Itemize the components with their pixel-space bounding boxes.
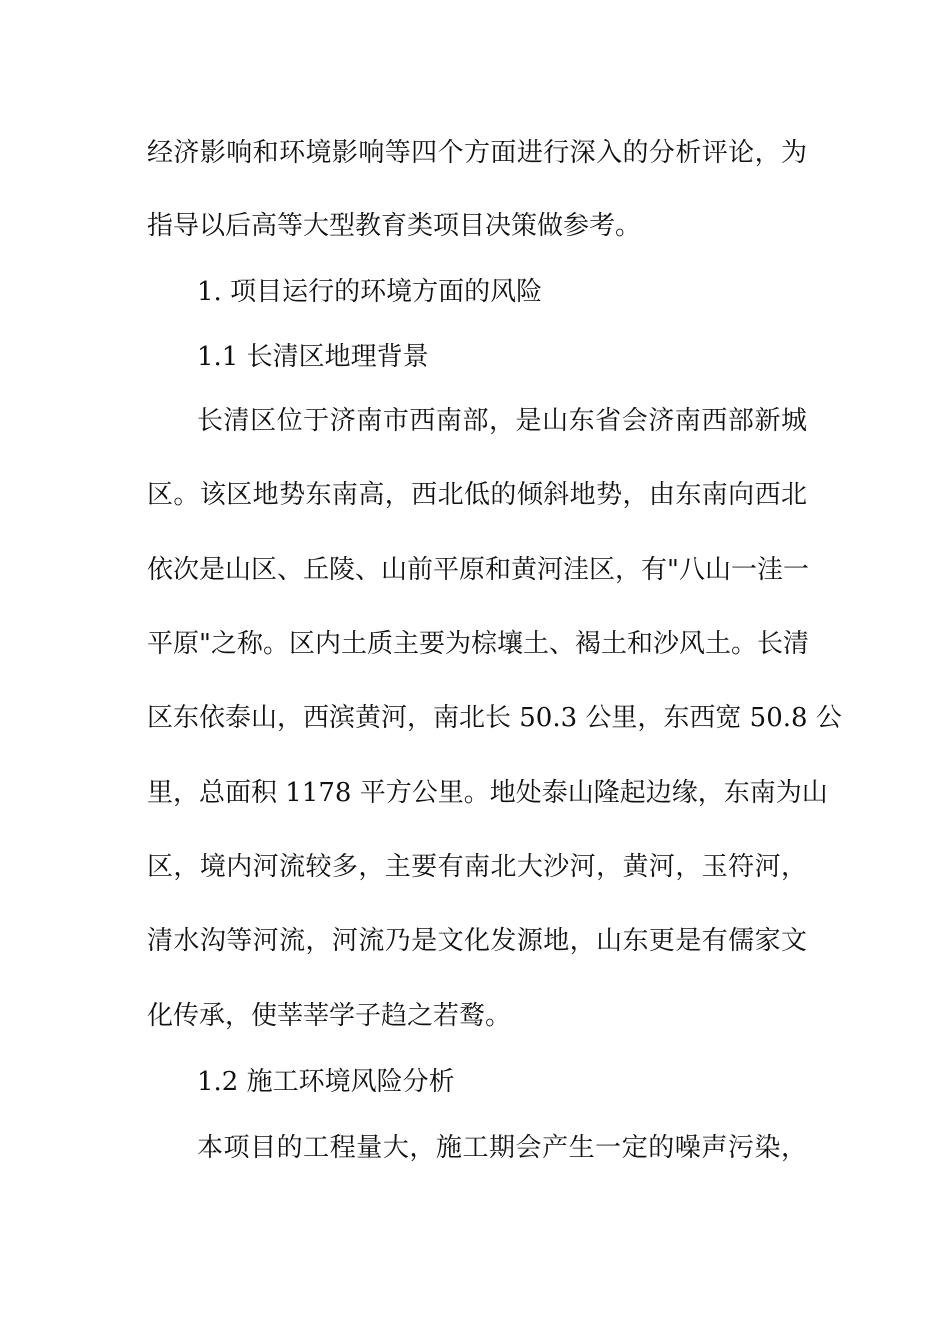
body-text-line: 区东依泰山，西滨黄河，南北长 50.3 公里，东西宽 50.8 公 — [147, 703, 842, 733]
subsection-heading: 1.1 长清区地理背景 — [197, 342, 429, 372]
body-text-line: 里，总面积 1178 平方公里。地处泰山隆起边缘，东南为山 — [147, 778, 828, 808]
body-text-line: 平原"之称。区内土质主要为棕壤土、褐土和沙风土。长清 — [147, 629, 809, 659]
body-text-line: 指导以后高等大型教育类项目决策做参考。 — [147, 211, 642, 241]
paragraph-first-line: 本项目的工程量大，施工期会产生一定的噪声污染， — [197, 1133, 807, 1163]
body-text-line: 区。该区地势东南高，西北低的倾斜地势，由东南向西北 — [147, 480, 807, 510]
body-text-line: 经济影响和环境影响等四个方面进行深入的分析评论，为 — [147, 138, 807, 168]
body-text-line: 清水沟等河流，河流乃是文化发源地，山东更是有儒家文 — [147, 926, 807, 956]
paragraph-first-line: 长清区位于济南市西南部，是山东省会济南西部新城 — [197, 406, 807, 436]
body-text-line: 化传承，使莘莘学子趋之若鹜。 — [147, 1001, 512, 1031]
subsection-heading: 1.2 施工环境风险分析 — [197, 1067, 455, 1097]
section-heading: 1. 项目运行的环境方面的风险 — [197, 277, 543, 307]
body-text-line: 依次是山区、丘陵、山前平原和黄河洼区，有"八山一洼一 — [147, 555, 809, 585]
body-text-line: 区，境内河流较多，主要有南北大沙河，黄河，玉符河， — [147, 852, 807, 882]
